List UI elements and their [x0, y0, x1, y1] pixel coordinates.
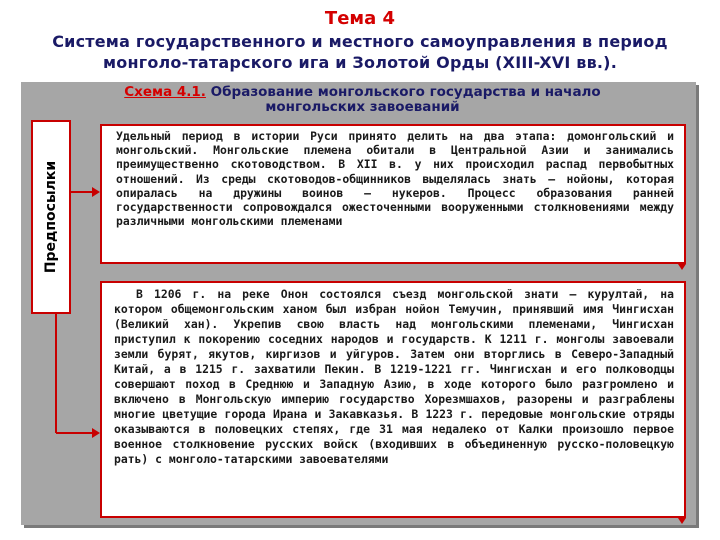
topic-heading: Тема 4 [324, 8, 396, 29]
text-box-premises [100, 124, 686, 264]
text-box-conquests-content: В 1206 г. на реке Онон состоялся съезд монгольской знати – курултай, на котором общемонгольским ханом был избран нойон Темучин, принявший имя Чингисхан (Великий хан). Укрепив свою власть над монгольскими племенами, Чингисхан приступил к покорению соседних народов и государств. К 1211 г. монголы завоевали земли бурят, якутов, киргизов и уйгуров. Затем они вторглись в Северо-Западный Китай, а в 1215 г. захватили Пекин. В 1219-1221 гг. Чингисхан и его полководцы совершают поход в Среднюю и Западную Азию, в ходе которого было разгромлено и включено в Монгольскую империю государство Хорезмшахов, разорены и разграблены многие цветущие города Ирана и Закавказья. В 1223 г. передовые монгольские отряды оказываются в половецких степях, где 31 мая недалеко от Калки произошло первое военное столкновение русских войск (входивших в объединенную русско-половецкую рать) с монголо-татарскими завоевателями [114, 287, 674, 466]
text-box-premises-content: Удельный период в истории Руси принято делить на два этапа: домонгольский и монгольский. Монгольские племена обитали в Центральной Азии и занимались преимущественно скотоводством. В XII в. у них происходил распад первобытных отношений. Из среды скотоводов-общинников выделялась знать – нойоны, которая опиралась на дружины воинов – нукеров. Процесс образования ранней государственности сопровождался ожесточенными вооруженными столкновениями между различными монгольскими племенами [116, 129, 674, 229]
scheme-title-text: Образование монгольского государства и начало монгольских завоеваний [210, 84, 601, 115]
premises-label: Предпосылки [43, 160, 59, 274]
arrow-head-bottom [92, 428, 100, 438]
arrow-head-top [92, 187, 100, 197]
text-box-conquests [100, 281, 686, 518]
premises-box [31, 120, 71, 314]
box-corner-marker-1 [678, 264, 686, 270]
box-corner-marker-2 [678, 518, 686, 524]
scheme-number: Схема 4.1. [124, 84, 206, 100]
slide-subtitle: Система государственного и местного самоуправления в период монголо-татарского ига и Золотой Орды (XIII-XVI вв.). [52, 32, 668, 72]
